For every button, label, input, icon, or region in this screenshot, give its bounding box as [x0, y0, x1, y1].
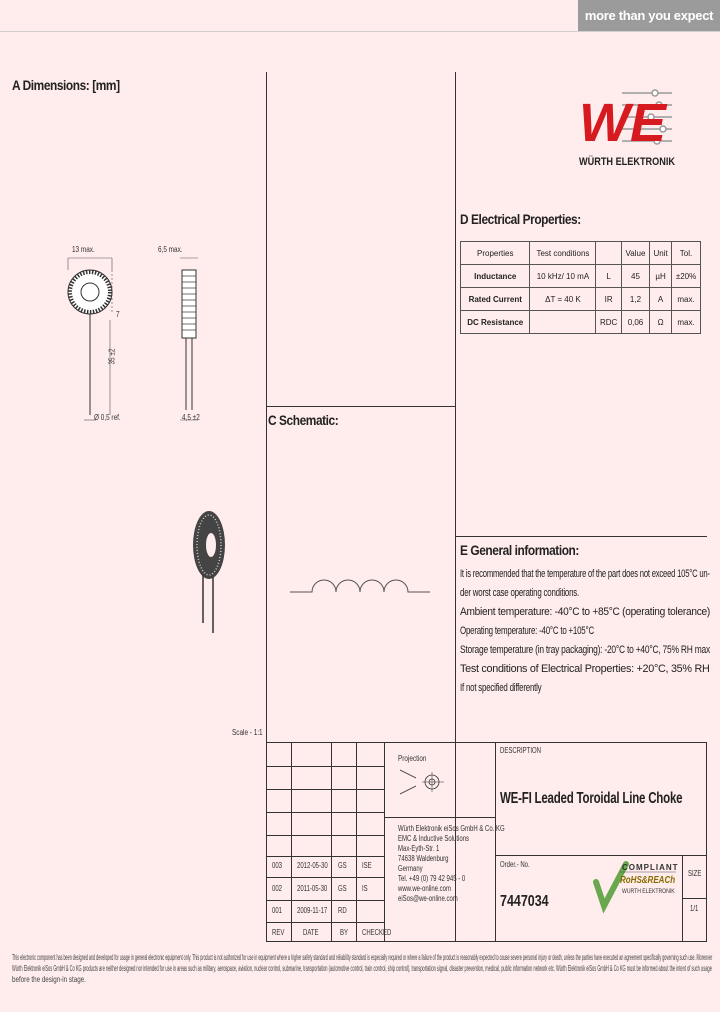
- table-cell: Inductance: [461, 265, 530, 288]
- rev-cell: GS: [338, 884, 347, 893]
- table-cell: ΔT = 40 K: [530, 288, 596, 311]
- table-cell: Ω: [650, 311, 672, 334]
- electrical-title: D Electrical Properties:: [460, 211, 581, 227]
- table-cell: A: [650, 288, 672, 311]
- tb-line: [266, 766, 384, 767]
- dim-lead-dia: Ø 0,5 ref.: [94, 413, 121, 422]
- footer-line: Würth Elektronik eiSos GmbH & Co KG products are neither designed nor intended for use in areas such as military, aerospace, aviation, nuclear control, submarine, transportation (automotive control, train control, ship control), transportation signal, disaster prevention, medical, public information network etc. Würth Elektronik eiSos GmbH & Co KG must be informed about the intent of such usage: [12, 964, 712, 973]
- tb-line: [266, 877, 384, 878]
- rev-header: BY: [340, 928, 349, 937]
- dimension-drawing: [60, 240, 220, 430]
- address-line: Tel. +49 (0) 79 42 945 - 0: [398, 874, 466, 883]
- table-cell: RDC: [596, 311, 621, 334]
- electrical-table: [460, 241, 701, 334]
- rev-header: CHECKED: [362, 928, 392, 937]
- address-line: EMC & Inductive Solutions: [398, 834, 470, 843]
- we-logo: [577, 83, 695, 173]
- scale-label: Scale - 1:1: [232, 728, 263, 737]
- table-cell: max.: [672, 311, 701, 334]
- table-cell: µH: [650, 265, 672, 288]
- description-label: DESCRIPTION: [500, 746, 542, 755]
- schematic-title: C Schematic:: [268, 412, 339, 428]
- dim-top-width: 13 max.: [72, 245, 95, 254]
- table-cell: 10 kHz/ 10 mA: [530, 265, 596, 288]
- address-line: www.we-online.com: [398, 884, 452, 893]
- footer-line: before the design-in stage.: [12, 975, 86, 984]
- dim-side-width: 6,5 max.: [158, 245, 183, 254]
- tb-line: [331, 742, 332, 942]
- rev-header: DATE: [303, 928, 319, 937]
- table-header-row: [461, 242, 701, 265]
- table-cell: 0,06: [621, 311, 649, 334]
- tb-line: [266, 789, 384, 790]
- rev-cell: 2011-05-30: [297, 884, 328, 893]
- address-line: Würth Elektronik eiSos GmbH & Co. KG: [398, 824, 505, 833]
- info-line: If not specified differently: [460, 682, 542, 694]
- company-name: WÜRTH ELEKTRONIK: [579, 156, 695, 168]
- rev-cell: GS: [338, 861, 347, 870]
- rev-cell: 003: [272, 861, 283, 870]
- info-line: Test conditions of Electrical Properties: +20°C, 35% RH: [460, 663, 710, 675]
- tb-line: [266, 856, 384, 857]
- we-logo-icon: [577, 83, 695, 173]
- table-cell: ±20%: [672, 265, 701, 288]
- tb-line: [266, 835, 384, 836]
- table-header: Test conditions: [530, 242, 596, 265]
- dimensions-title: A Dimensions: [mm]: [12, 77, 120, 93]
- inductor-symbol: [290, 560, 440, 600]
- general-title: E General information:: [460, 542, 579, 558]
- top-rule: [0, 31, 720, 32]
- divider-general: [455, 536, 707, 537]
- table-row: [461, 311, 701, 334]
- table-cell: [530, 311, 596, 334]
- table-row: [461, 288, 701, 311]
- info-line: Operating temperature: -40°C to +105°C: [460, 625, 594, 637]
- rev-cell: 002: [272, 884, 283, 893]
- table-cell: IR: [596, 288, 621, 311]
- address-line: Germany: [398, 864, 423, 873]
- table-header: [596, 242, 621, 265]
- dim-lead-length: 35 ±2: [107, 348, 117, 365]
- order-label: Order.- No.: [500, 860, 530, 869]
- rev-cell: ISE: [362, 861, 372, 870]
- tb-line: [384, 742, 385, 942]
- projection-label: Projection: [398, 754, 427, 763]
- table-cell: Rated Current: [461, 288, 530, 311]
- info-line: der worst case operating conditions.: [460, 587, 580, 599]
- product-image: [185, 505, 235, 635]
- tb-line: [356, 742, 357, 942]
- page-number: 1/1: [690, 904, 699, 913]
- size-label: SIZE: [688, 869, 702, 878]
- order-number: 7447034: [500, 893, 549, 910]
- rev-cell: 2012-05-30: [297, 861, 328, 870]
- table-header: Value: [621, 242, 649, 265]
- info-line: It is recommended that the temperature of the part does not exceed 105°C un-: [460, 568, 710, 580]
- product-name: WE-FI Leaded Toroidal Line Choke: [500, 790, 683, 807]
- disclaimer: [12, 953, 712, 986]
- rev-cell: IS: [362, 884, 368, 893]
- rev-header: REV: [272, 928, 285, 937]
- tb-line: [384, 817, 495, 818]
- table-header: Tol.: [672, 242, 701, 265]
- table-header: Properties: [461, 242, 530, 265]
- tb-line: [291, 742, 292, 942]
- tb-line: [266, 812, 384, 813]
- dim-pitch: 4,5 ±2: [182, 413, 200, 422]
- compliant-label: COMPLIANT: [622, 863, 679, 872]
- projection-icon: [398, 764, 448, 800]
- divider-schematic: [266, 406, 456, 407]
- table-cell: L: [596, 265, 621, 288]
- rev-cell: 001: [272, 906, 283, 915]
- dim-height: 7: [116, 310, 120, 319]
- info-line: Storage temperature (in tray packaging): -20°C to +40°C, 75% RH max: [460, 644, 710, 656]
- logo-letters: WE: [579, 93, 666, 153]
- footer-line: This electronic component has been designed and developed for usage in general electronic equipment only. This product is not authorized for use in equipment where a higher safety standard and reliability standard is especially required or where a failure of the product is reasonably expected to cause severe personal injury or death, unless the parties have executed an agreement specifically governing such use. Moreover: [12, 953, 713, 962]
- tb-line: [266, 900, 384, 901]
- rohs-label: RoHS&REACh: [620, 875, 676, 886]
- rev-cell: RD: [338, 906, 347, 915]
- table-cell: max.: [672, 288, 701, 311]
- address-line: eiSos@we-online.com: [398, 894, 458, 903]
- tb-line: [266, 922, 384, 923]
- brand-slogan: more than you expect: [578, 0, 720, 31]
- table-cell: 1,2: [621, 288, 649, 311]
- table-header: Unit: [650, 242, 672, 265]
- table-cell: 45: [621, 265, 649, 288]
- table-row: [461, 265, 701, 288]
- info-line: Ambient temperature: -40°C to +85°C (operating tolerance): [460, 606, 710, 618]
- tb-line: [682, 898, 707, 899]
- compliant-sub: WÜRTH ELEKTRONIK: [622, 889, 675, 895]
- rev-cell: 2009-11-17: [297, 906, 328, 915]
- address-line: Max-Eyth-Str. 1: [398, 844, 440, 853]
- table-cell: DC Resistance: [461, 311, 530, 334]
- general-info-block: [460, 568, 710, 701]
- address-line: 74638 Waldenburg: [398, 854, 449, 863]
